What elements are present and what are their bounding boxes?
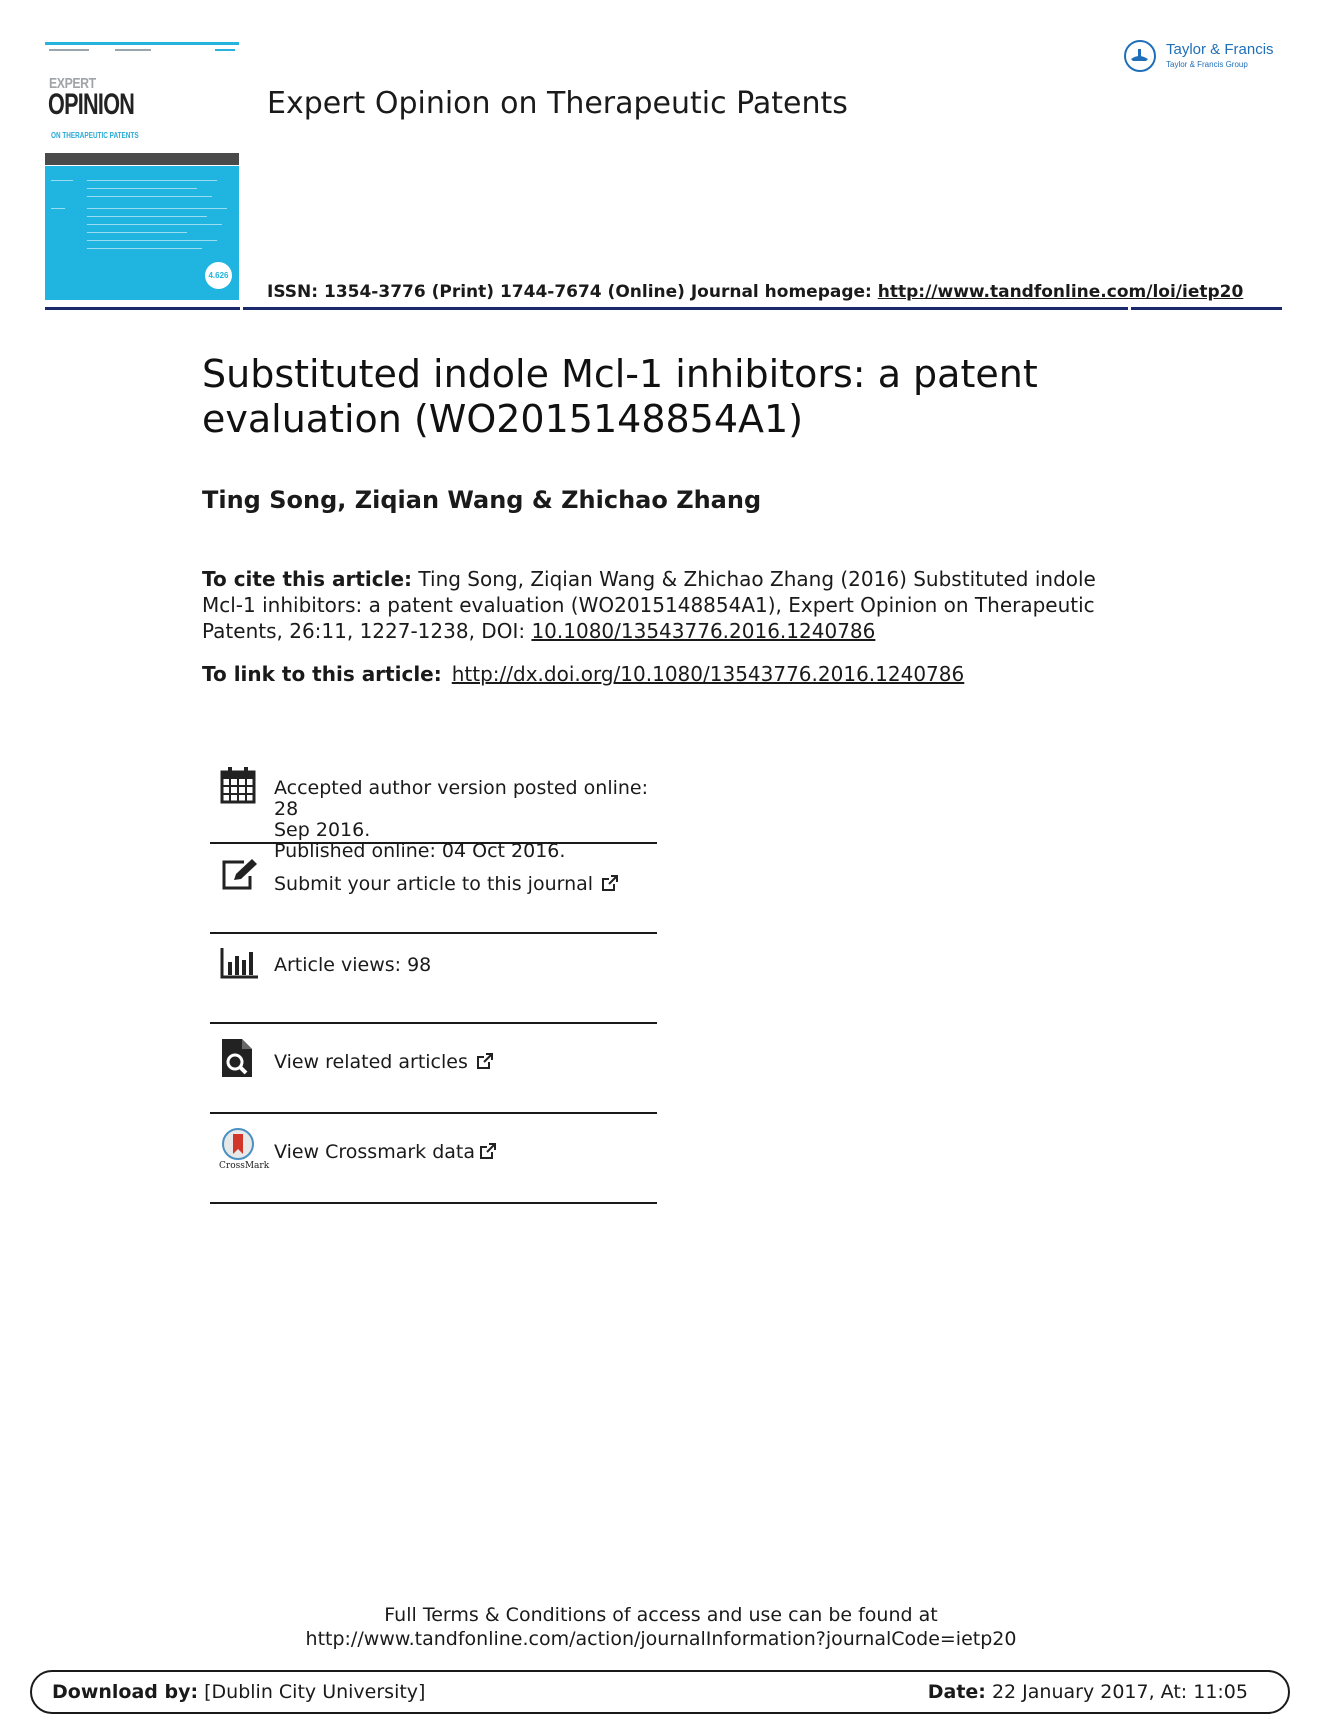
- cover-top-line: [45, 42, 239, 45]
- cite-label: To cite this article:: [202, 567, 413, 591]
- edit-icon: [220, 858, 256, 894]
- info-row-related[interactable]: [210, 1024, 657, 1114]
- cover-subtitle: ON THERAPEUTIC PATENTS: [51, 131, 139, 140]
- external-link-icon: [601, 874, 619, 892]
- download-value: [Dublin City University]: [198, 1681, 426, 1703]
- article-views: Article views: 98: [274, 954, 432, 976]
- download-date: [928, 1681, 1248, 1703]
- cover-impact-badge: 4.626: [205, 262, 232, 289]
- doi-link[interactable]: 10.1080/13543776.2016.1240786: [531, 619, 876, 643]
- crossmark-link[interactable]: [274, 1142, 497, 1163]
- crossmark-icon: [219, 1128, 270, 1172]
- info-row-crossmark[interactable]: [210, 1114, 657, 1204]
- article-title: [202, 352, 1102, 442]
- cover-dark-bar: [45, 153, 239, 165]
- published-date: Published online: 04 Oct 2016.: [274, 840, 566, 862]
- journal-homepage-link[interactable]: http://www.tandfonline.com/loi/ietp20: [877, 282, 1244, 302]
- cover-opinion-word: OPINION: [48, 88, 135, 121]
- accepted-line2: Sep 2016.: [274, 819, 371, 841]
- issn-line: [267, 282, 1243, 302]
- crossmark-logo-text: CrossMark: [219, 1161, 270, 1171]
- publisher-logo: [1124, 38, 1284, 78]
- rule-gap: [240, 307, 243, 310]
- cite-text: Ting Song, Ziqian Wang & Zhichao Zhang (2016) Substituted indole Mcl-1 inhibitors: a patent evaluation (WO2015148854A1), Expert Opinion on Therapeutic Patents, 26:11, 1227-1238, DOI:: [202, 567, 1096, 643]
- article-link-line: [202, 662, 964, 686]
- citation-block: [202, 566, 1122, 644]
- publisher-group: Taylor & Francis Group: [1166, 60, 1248, 69]
- rule-gap: [1128, 307, 1131, 310]
- article-doi-url-link[interactable]: http://dx.doi.org/10.1080/13543776.2016.1240786: [451, 662, 965, 686]
- related-articles-link[interactable]: [274, 1052, 494, 1073]
- article-title-line1: Substituted indole Mcl-1 inhibitors: a patent: [202, 352, 1038, 396]
- cover-expert-word: EXPERT: [49, 75, 96, 92]
- cover-micro-text: [49, 49, 89, 51]
- submit-article-label: Submit your article to this journal: [274, 873, 594, 895]
- download-footer: [30, 1670, 1290, 1714]
- cover-micro-text: [215, 49, 235, 51]
- external-link-icon: [476, 1052, 494, 1070]
- article-title-line2: evaluation (WO2015148854A1): [202, 397, 804, 441]
- crossmark-label: View Crossmark data: [274, 1141, 476, 1163]
- date-label: Date:: [927, 1681, 986, 1703]
- terms-url[interactable]: http://www.tandfonline.com/action/journalInformation?journalCode=ietp20: [305, 1628, 1017, 1650]
- terms-line1: Full Terms & Conditions of access and use can be found at: [384, 1604, 938, 1626]
- publisher-logo-icon: [1124, 40, 1156, 72]
- article-authors: Ting Song, Ziqian Wang & Zhichao Zhang: [202, 486, 762, 514]
- download-label: Download by:: [52, 1681, 199, 1703]
- date-value: 22 January 2017, At: 11:05: [985, 1681, 1248, 1703]
- bar-chart-icon: [220, 946, 256, 982]
- issn-text: ISSN: 1354-3776 (Print) 1744-7674 (Online) Journal homepage:: [267, 282, 878, 302]
- accepted-line1: Accepted author version posted online: 28: [274, 777, 649, 820]
- journal-cover-image: [45, 42, 239, 300]
- search-document-icon: [220, 1038, 256, 1074]
- info-row-dates: [210, 760, 657, 862]
- terms-and-conditions: [0, 1603, 1322, 1651]
- info-row-submit[interactable]: [210, 844, 657, 934]
- related-articles-label: View related articles: [274, 1051, 468, 1073]
- cover-micro-text: [115, 49, 151, 51]
- external-link-icon: [479, 1142, 497, 1160]
- download-info: [52, 1681, 425, 1703]
- cover-blue-panel: [45, 166, 239, 300]
- link-label: To link to this article:: [202, 662, 442, 686]
- publisher-name: Taylor & Francis: [1166, 41, 1274, 58]
- info-row-views: [210, 934, 657, 1024]
- journal-title: Expert Opinion on Therapeutic Patents: [267, 86, 848, 121]
- submit-article-link[interactable]: [274, 874, 619, 895]
- header-rule: [45, 307, 1282, 310]
- calendar-icon: [220, 766, 256, 802]
